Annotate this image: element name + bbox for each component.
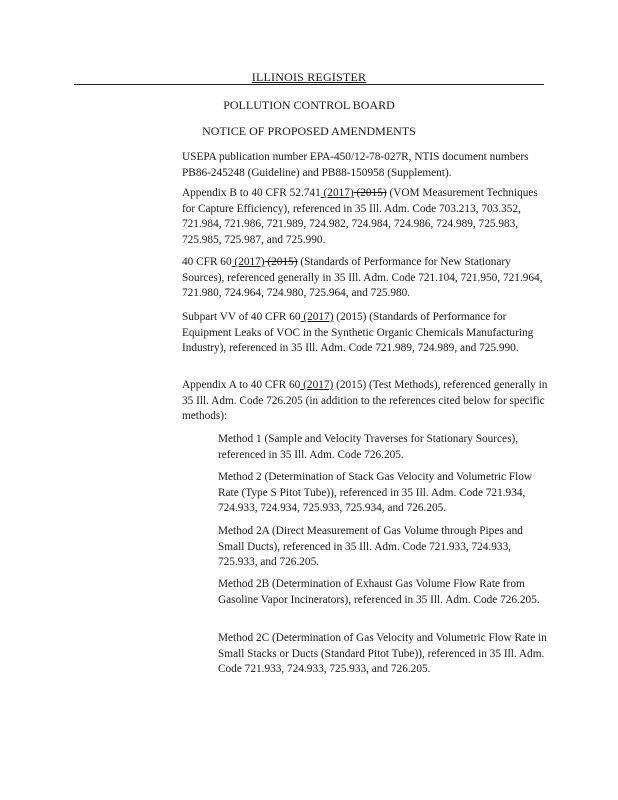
method-2 (218, 470, 550, 517)
register-title: ILLINOIS REGISTER (251, 70, 367, 84)
paragraph-text: (2015) (Test Methods), referenced generally in 35 Ill. Adm. Code 726.205 (in addition to the references cited below for specific methods): (182, 379, 548, 422)
method-text: Method 2A (Direct Measurement of Gas Volume through Pipes and Small Ducts), referenced in 35 Ill. Adm. Code 721.933, 724.933, 725.933, and 726.205. (218, 525, 523, 568)
paragraph-text: Subpart VV of 40 CFR 60 (182, 311, 301, 323)
paragraph-text: Appendix B to 40 CFR 52.741 (182, 187, 321, 199)
paragraph-text: (Standards of Performance for New Stationary Sources), referenced generally in 35 Ill. Adm. Code 721.104, 721.950, 721.964, 721.980, 724.964, 724.980, 725.964, and 725.980. (182, 256, 543, 299)
paragraph-appendix-a (182, 378, 552, 425)
inserted-text: (2017) (231, 256, 265, 268)
header-rule (74, 84, 544, 85)
inserted-text: (2017) (300, 311, 334, 323)
paragraph-appendix-b (182, 186, 552, 248)
paragraph-40-cfr-60 (182, 255, 552, 302)
method-text: Method 2 (Determination of Stack Gas Velocity and Volumetric Flow Rate (Type S Pitot Tube)), referenced in 35 Ill. Adm. Code 721.934, 724.933, 724.934, 725.933, 725.934, and 726.205. (218, 471, 533, 514)
paragraph-text: Appendix A to 40 CFR 60 (182, 379, 301, 391)
method-text: Method 2B (Determination of Exhaust Gas Volume Flow Rate from Gasoline Vapor Incinerators), referenced in 35 Ill. Adm. Code 726.205. (218, 578, 540, 606)
paragraph-epa-publication (182, 150, 552, 181)
paragraph-text: (2015) (Standards of Performance for Equipment Leaks of VOC in the Synthetic Organic Chemicals Manufacturing Industry), referenced in 35 Ill. Adm. Code 721.989, 724.989, and 725.990. (182, 311, 534, 354)
paragraph-text: (VOM Measurement Techniques for Capture Efficiency), referenced in 35 Ill. Adm. Code 703.213, 703.352, 721.984, 721.986, 721.989, 724.982, 724.984, 724.986, 724.989, 725.983, 725.985, 725.987, and 725.990. (182, 187, 538, 246)
paragraph-subpart-vv (182, 310, 552, 357)
method-2a (218, 524, 550, 571)
deleted-text: (2015) (264, 256, 298, 268)
deleted-text: (2015) (353, 187, 387, 199)
method-text: Method 2C (Determination of Gas Velocity and Volumetric Flow Rate in Small Stacks or Ducts (Standard Pitot Tube)), referenced in 35 Ill. Adm. Code 721.933, 724.933, 725.933, and 726.205. (218, 632, 547, 675)
method-2c (218, 631, 550, 678)
board-name: POLLUTION CONTROL BOARD (223, 98, 395, 112)
inserted-text: (2017) (300, 379, 334, 391)
method-2b (218, 577, 550, 608)
notice-title: NOTICE OF PROPOSED AMENDMENTS (202, 124, 416, 138)
paragraph-text: 40 CFR 60 (182, 256, 232, 268)
paragraph-text: USEPA publication number EPA-450/12-78-027R, NTIS document numbers PB86-245248 (Guideline) and PB88-150958 (Supplement). (182, 151, 529, 179)
method-1 (218, 432, 550, 463)
method-text: Method 1 (Sample and Velocity Traverses for Stationary Sources), referenced in 35 Ill. Adm. Code 726.205. (218, 433, 519, 461)
inserted-text: (2017) (320, 187, 354, 199)
